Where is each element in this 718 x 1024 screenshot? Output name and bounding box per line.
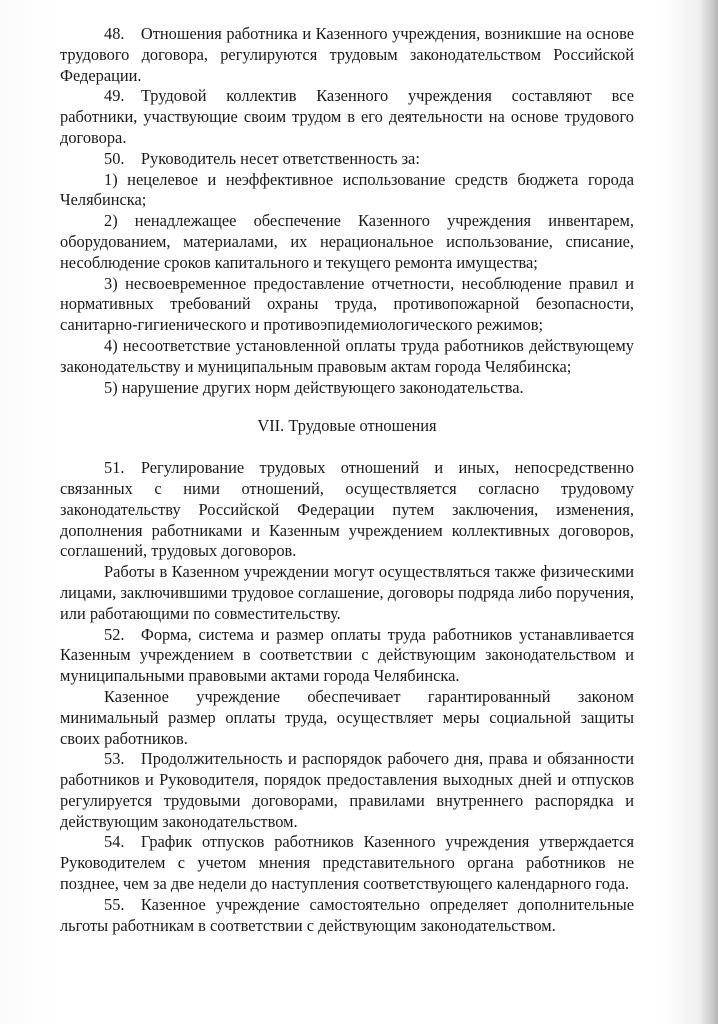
paragraph-49: 49. Трудовой коллектив Казенного учреждения составляют все работники, участвующие своим трудом в его деятельности на основе трудового договора. [60,86,634,147]
list-item-4: 4) несоответствие установленной оплаты труда работников действующему законодательству и муниципальным правовым актам города Челябинска; [60,335,634,376]
document-body [60,24,634,936]
paragraph-52-guarantee: Казенное учреждение обеспечивает гарантированный законом минимальный размер оплаты труда, осуществляет меры социальной защиты своих работников. [60,686,634,748]
paragraph-51-works: Работы в Казенном учреждении могут осуществляться также физическими лицами, заключившими трудовое соглашение, договоры подряда либо поручения, или работающими по совместительству. [60,562,634,623]
list-item-5: 5) нарушение других норм действующего законодательства. [104,377,524,397]
scan-shadow-edge [700,0,718,1024]
paragraph-53: 53. Продолжительность и распорядок рабочего дня, права и обязанности работников и Руководителя, порядок предоставления выходных дней и отпусков регулируется трудовыми договорами, правилами внутреннего распорядка и действующим законодательством. [60,749,634,831]
paragraph-55: 55. Казенное учреждение самостоятельно определяет дополнительные льготы работникам в соответствии с действующим законодательством. [60,894,634,935]
list-item-3: 3) несвоевременное предоставление отчетности, несоблюдение правил и нормативных требований охраны труда, противопожарной безопасности, санитарно-гигиенического и противоэпидемиологического режимов; [60,273,634,335]
paragraph-48: 48. Отношения работника и Казенного учреждения, возникшие на основе трудового договора, регулируются трудовым законодательством Российской Федерации. [60,24,634,85]
paragraph-54: 54. График отпусков работников Казенного учреждения утверждается Руководителем с учетом мнения представительного органа работников не позднее, чем за две недели до наступления соответствующего календарного года. [60,832,634,894]
list-item-1: 1) нецелевое и неэффективное использование средств бюджета города Челябинска; [60,169,634,210]
paragraph-50: 50. Руководитель несет ответственность за: [104,148,420,168]
section-title: VII. Трудовые отношения [257,416,437,436]
paragraph-51: 51. Регулирование трудовых отношений и иных, непосредственно связанных с ними отношений, осуществляется согласно трудовому законодательству Российской Федерации путем заключения, изменения, дополнения работниками и Казенным учреждением коллективных договоров, соглашений, трудовых договоров. [60,458,634,561]
list-item-2: 2) ненадлежащее обеспечение Казенного учреждения инвентарем, оборудованием, материалами, их нерациональное использование, списание, несоблюдение сроков капитального и текущего ремонта имущества; [60,211,634,272]
paragraph-52: 52. Форма, система и размер оплаты труда работников устанавливается Казенным учреждением в соответствии с действующим законодательством и муниципальными правовыми актами города Челябинска. [60,624,634,686]
